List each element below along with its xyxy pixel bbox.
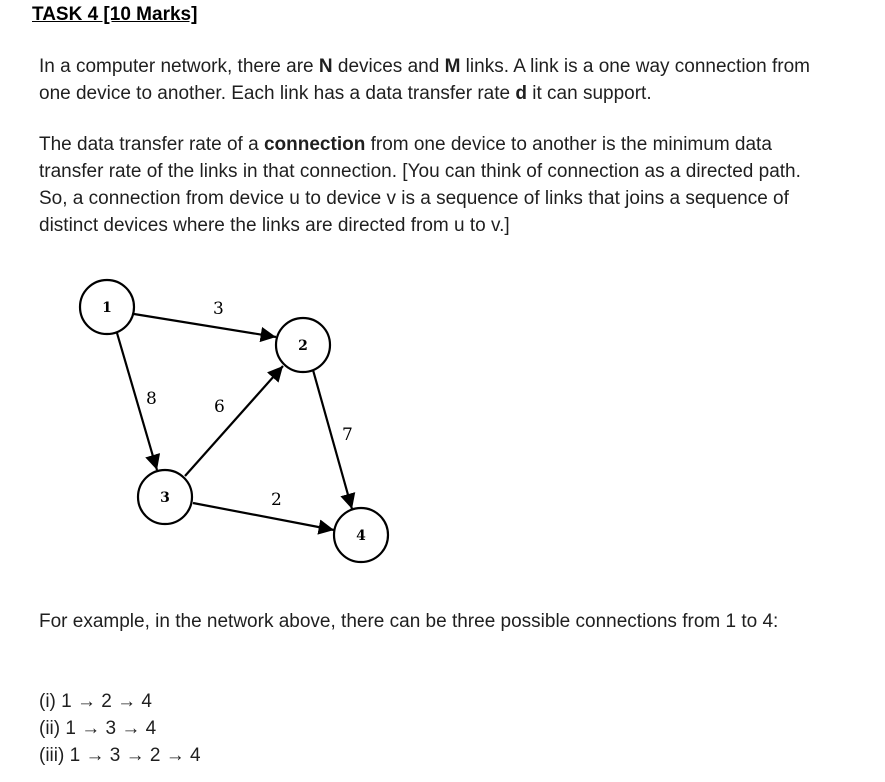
definition-text-1: The data transfer rate of a [39,134,264,155]
definition-text-2: from one device to another is the minimum data transfer rate of the links in that connection. [You can think of connection as a directed path. So, a connection from device u to device v is a sequence of links that joins a sequence of distinct devices where the links are directed from u to v.] [39,134,801,236]
intro-text-3: links. A link is a one way connection from one device to another. Each link has a data transfer rate [39,56,810,104]
node-2-label: 2 [298,338,308,354]
node-1-label: 1 [102,300,112,316]
list-item: (i) 1 → 2 → 4 [39,691,152,712]
node-2 [276,318,330,372]
node-3-label: 3 [160,490,170,506]
intro-text-1: In a computer network, there are [39,56,319,77]
edge-3-4 [193,503,334,530]
node-4-label: 4 [356,528,366,544]
edge-weight-3-2: 6 [214,397,225,417]
connections-list [39,688,201,769]
node-4 [334,508,388,562]
edge-weight-1-2: 3 [213,299,224,319]
example-paragraph: For example, in the network above, there can be three possible connections from 1 to 4: [39,611,779,632]
edge-weight-1-3: 8 [146,389,157,409]
edge-1-2 [134,314,276,337]
edge-weight-3-4: 2 [271,490,282,510]
intro-bold-n: N [318,56,333,77]
task-title: TASK 4 [10 Marks] [32,4,198,25]
list-item: (iii) 1 → 3 → 2 → 4 [39,745,201,766]
edge-weight-2-4: 7 [342,425,353,445]
intro-text-2: devices and [332,56,445,77]
definition-bold-connection: connection [263,134,366,155]
node-3 [138,470,192,524]
node-1 [80,280,134,334]
list-item: (ii) 1 → 3 → 4 [39,718,157,739]
intro-bold-d: d [515,83,527,104]
intro-text-4: it can support. [526,83,652,104]
edge-3-2 [185,366,283,476]
intro-bold-m: M [444,56,461,77]
